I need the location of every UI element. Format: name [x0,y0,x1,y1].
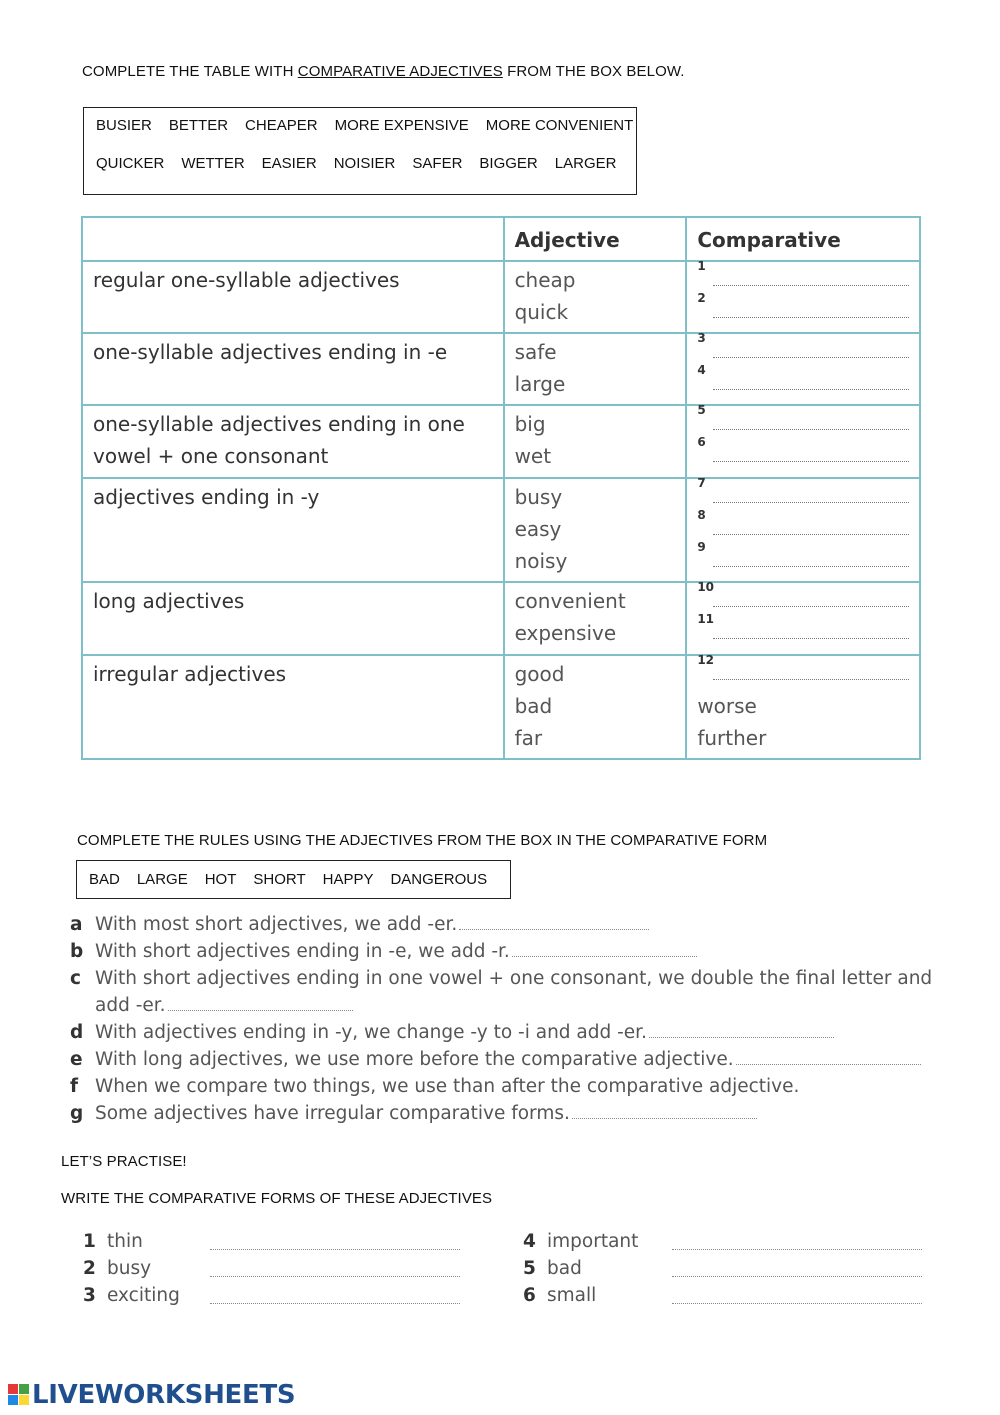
practise-word: bad [547,1258,582,1279]
answer-number: 3 [697,331,706,345]
word-box-item: DANGEROUS [390,871,488,888]
practise-answer-blank[interactable] [672,1248,922,1250]
rule-text: With most short adjectives, we add -er. [95,914,458,935]
rule-text: With short adjectives ending in -e, we add -r. [95,941,510,962]
word-box-item: LARGER [554,155,617,172]
header-comparative: Comparative [686,217,920,261]
rule-text: With long adjectives, we use more before the comparative adjective. [95,1049,734,1070]
adjective: convenient [514,589,626,613]
rule-letter: c [70,968,81,989]
word-box-item: HOT [204,871,237,888]
word-box-item: HAPPY [322,871,374,888]
word-box-item: CHEAPER [245,117,318,134]
adjective: large [514,372,566,396]
word-box-item: QUICKER [96,155,165,172]
word-box-item: BUSIER [96,117,152,134]
adjective: safe [514,340,557,364]
logo-icon [8,1382,30,1408]
given-comparative: further [697,726,767,750]
practise-number: 2 [83,1258,96,1279]
practise-title: LET’S PRACTISE! [61,1153,187,1170]
rule-letter: f [70,1076,79,1097]
word-box-item: SAFER [412,155,463,172]
rule-letter: b [70,941,84,962]
practise-word: thin [107,1231,143,1252]
practise-answer-blank[interactable] [672,1302,922,1304]
category-cell: irregular adjectives [82,655,504,759]
liveworksheets-logo [8,1380,295,1410]
answer-number: 11 [697,612,715,626]
given-comparative: worse [697,694,757,718]
category-cell: one-syllable adjectives ending in one vowel + one consonant [82,405,504,478]
adjective: noisy [514,549,568,573]
practise-number: 4 [523,1231,536,1252]
practise-instruction: WRITE THE COMPARATIVE FORMS OF THESE ADJECTIVES [61,1190,493,1207]
practise-number: 5 [523,1258,536,1279]
instruction-rules: COMPLETE THE RULES USING THE ADJECTIVES FROM THE BOX IN THE COMPARATIVE FORM [77,832,768,849]
header-adjective: Adjective [504,217,687,261]
adjective: cheap [514,268,576,292]
category-cell: regular one-syllable adjectives [82,261,504,333]
answer-number: 6 [697,435,706,449]
practise-number: 6 [523,1285,536,1306]
answer-number: 4 [697,363,706,377]
rule-letter: a [70,914,83,935]
category-cell: one-syllable adjectives ending in -e [82,333,504,405]
practise-answer-blank[interactable] [672,1275,922,1277]
adjective: easy [514,517,562,541]
word-box-item: SHORT [253,871,306,888]
practise-word: important [547,1231,639,1252]
practise-answer-blank[interactable] [210,1275,460,1277]
logo-text: LIVEWORKSHEETS [32,1380,296,1410]
adjective: busy [514,485,563,509]
rule-letter: d [70,1022,84,1043]
adjective: big [514,412,546,436]
answer-number: 7 [697,476,706,490]
instruction-underlined: COMPARATIVE ADJECTIVES [297,63,503,80]
answer-number: 1 [697,259,706,273]
answer-number: 9 [697,540,706,554]
category-cell: long adjectives [82,582,504,655]
adjective: good [514,662,565,686]
instruction-text: FROM THE BOX BELOW. [502,63,685,80]
adjective: quick [514,300,569,324]
word-box-item: LARGE [136,871,188,888]
adjective: expensive [514,621,617,645]
adjective: far [514,726,543,750]
practise-answer-blank[interactable] [210,1302,460,1304]
word-box-item: BIGGER [479,155,538,172]
practise-word: exciting [107,1285,180,1306]
word-box-item: BETTER [168,117,229,134]
rule-letter: g [70,1103,84,1124]
rule-letter: e [70,1049,83,1070]
word-box-item: MORE CONVENIENT [485,117,634,134]
practise-number: 1 [83,1231,96,1252]
answer-number: 5 [697,403,706,417]
adjective: bad [514,694,553,718]
answer-number: 12 [697,653,715,667]
answer-number: 2 [697,291,706,305]
rule-text: With short adjectives ending in one vowel + one consonant, we double the final letter and add -er. [95,968,933,1016]
word-box-item: EASIER [261,155,317,172]
word-box-item: BAD [89,871,120,888]
rule-text: When we compare two things, we use than after the comparative adjective. [95,1076,800,1097]
word-box-item: NOISIER [333,155,396,172]
adjective: wet [514,444,552,468]
answer-number: 8 [697,508,706,522]
word-box-item: MORE EXPENSIVE [334,117,469,134]
practise-number: 3 [83,1285,96,1306]
word-box-item: WETTER [181,155,245,172]
rule-text: Some adjectives have irregular comparative forms. [95,1103,570,1124]
practise-word: busy [107,1258,152,1279]
practise-answer-blank[interactable] [210,1248,460,1250]
category-cell: adjectives ending in -y [82,478,504,582]
rule-text: With adjectives ending in -y, we change -y to -i and add -er. [95,1022,647,1043]
practise-word: small [547,1285,597,1306]
answer-number: 10 [697,580,715,594]
instruction-text: COMPLETE THE TABLE WITH [82,63,298,80]
